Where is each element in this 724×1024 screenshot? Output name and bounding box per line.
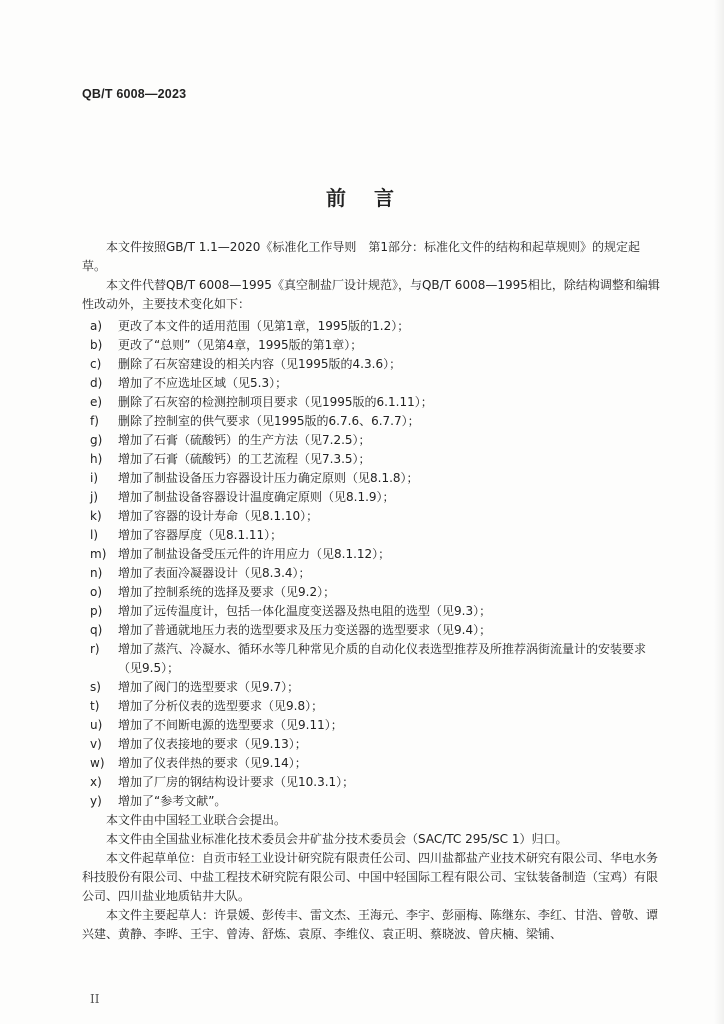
scan-shadow [714,0,724,1024]
list-marker: t) [90,699,100,713]
list-marker: l) [90,528,99,542]
list-item [82,754,660,773]
list-item [82,431,660,450]
closing-paragraph: 本文件由中国轻工业联合会提出。 [106,813,287,827]
list-marker: d) [90,376,103,390]
list-item-text: 增加了容器厚度（见8.1.11）； [118,528,283,542]
list-marker: n) [90,566,103,580]
list-marker: r) [90,642,100,656]
list-item-text: 增加了分析仪表的选型要求（见9.8）； [118,699,324,713]
list-item [82,336,660,355]
list-item-text: 删除了石灰窑的检测控制项目要求（见1995版的6.1.11）； [118,395,433,409]
closing-paragraph: 本文件主要起草人：许景媛、彭传丰、雷文杰、王海元、李宇、彭丽梅、陈继东、李红、甘浩、曾敬、谭兴建、黄静、李晔、王宇、曾涛、舒炼、袁原、李维仪、袁正明、蔡晓波、曾庆楠、梁铺、 [82,908,659,941]
list-item-text: 增加了制盐设备容器设计温度确定原则（见8.1.9）； [118,490,395,504]
list-item-text: 增加了仪表伴热的要求（见9.14）； [118,756,307,770]
list-marker: q) [90,623,103,637]
list-item [82,412,660,431]
list-marker: o) [90,585,103,599]
list-item [82,583,660,602]
list-item [82,450,660,469]
list-item [82,792,660,811]
list-item-text: 增加了表面冷凝器设计（见8.3.4）； [118,566,311,580]
list-item [82,469,660,488]
list-item-text: 增加了仪表接地的要求（见9.13）； [118,737,307,751]
list-item-text: 增加了制盐设备压力容器设计压力确定原则（见8.1.8）； [118,471,419,485]
list-item-text: 更改了“总则”（见第4章，1995版的第1章）； [118,338,363,352]
list-item-text: 增加了蒸汽、冷凝水、循环水等几种常见介质的自动化仪表选型推荐及所推荐涡街流量计的安装要求（见9.5）； [118,642,647,675]
list-item [82,640,660,678]
list-item [82,488,660,507]
page-number: II [90,992,100,1006]
list-marker: v) [90,737,102,751]
closing-paragraph: 本文件起草单位：自贡市轻工业设计研究院有限责任公司、四川盐都盐产业技术研究有限公司、华电水务科技股份有限公司、中盐工程技术研究院有限公司、中国中轻国际工程有限公司、宝钛装备制造（宝鸡）有限公司、四川盐业地质钻井大队。 [82,851,659,903]
list-item [82,393,660,412]
list-marker: y) [90,794,102,808]
standard-code: QB/T 6008—2023 [82,87,187,101]
list-marker: m) [90,547,107,561]
list-marker: h) [90,452,103,466]
list-item [82,697,660,716]
list-item-text: 增加了制盐设备受压元件的许用应力（见8.1.12）； [118,547,391,561]
list-item [82,507,660,526]
list-item [82,317,660,336]
list-marker: f) [90,414,99,428]
list-item [82,716,660,735]
list-item-text: 增加了控制系统的选择及要求（见9.2）； [118,585,336,599]
list-item-text: 删除了控制室的供气要求（见1995版的6.7.6、6.7.7）； [118,414,420,428]
list-item-text: 增加了阀门的选型要求（见9.7）； [118,680,300,694]
list-item [82,526,660,545]
list-item-text: 更改了本文件的适用范围（见第1章，1995版的1.2）； [118,319,410,333]
list-marker: x) [90,775,102,789]
list-item [82,564,660,583]
list-marker: p) [90,604,103,618]
document-body [82,238,660,944]
list-item-text: 增加了不间断电源的选型要求（见9.11）； [118,718,343,732]
list-item-text: 增加了容器的设计寿命（见8.1.10）； [118,509,319,523]
change-list [82,317,660,811]
list-marker: e) [90,395,103,409]
list-item [82,374,660,393]
list-marker: j) [90,490,99,504]
list-marker: s) [90,680,101,694]
list-item [82,773,660,792]
list-marker: k) [90,509,102,523]
list-item-text: 增加了普通就地压力表的选型要求及压力变送器的选型要求（见9.4）； [118,623,492,637]
list-item [82,355,660,374]
list-marker: u) [90,718,103,732]
list-item [82,545,660,564]
list-marker: b) [90,338,103,352]
list-item-text: 增加了“参考文献”。 [118,794,227,808]
list-item-text: 增加了石膏（硫酸钙）的工艺流程（见7.3.5）； [118,452,371,466]
list-item [82,735,660,754]
list-item [82,621,660,640]
list-marker: a) [90,319,103,333]
page-title: 前 言 [326,186,398,210]
list-marker: w) [90,756,105,770]
list-item [82,678,660,697]
list-marker: g) [90,433,103,447]
intro-paragraph: 本文件按照GB/T 1.1—2020《标准化工作导则 第1部分：标准化文件的结构和起草规则》的规定起草。 [82,240,640,273]
list-item [82,602,660,621]
list-item-text: 删除了石灰窑建设的相关内容（见1995版的4.3.6）； [118,357,402,371]
list-item-text: 增加了远传温度计，包括一体化温度变送器及热电阻的选型（见9.3）； [118,604,492,618]
intro-paragraph: 本文件代替QB/T 6008—1995《真空制盐厂设计规范》，与QB/T 6008—1995相比，除结构调整和编辑性改动外，主要技术变化如下： [82,278,660,311]
list-item-text: 增加了不应选址区域（见5.3）； [118,376,288,390]
list-marker: i) [90,471,99,485]
list-item-text: 增加了厂房的钢结构设计要求（见10.3.1）； [118,775,355,789]
list-item-text: 增加了石膏（硫酸钙）的生产方法（见7.2.5）； [118,433,371,447]
list-marker: c) [90,357,102,371]
closing-paragraph: 本文件由全国盐业标准化技术委员会井矿盐分技术委员会（SAC/TC 295/SC 1）归口。 [106,832,568,846]
